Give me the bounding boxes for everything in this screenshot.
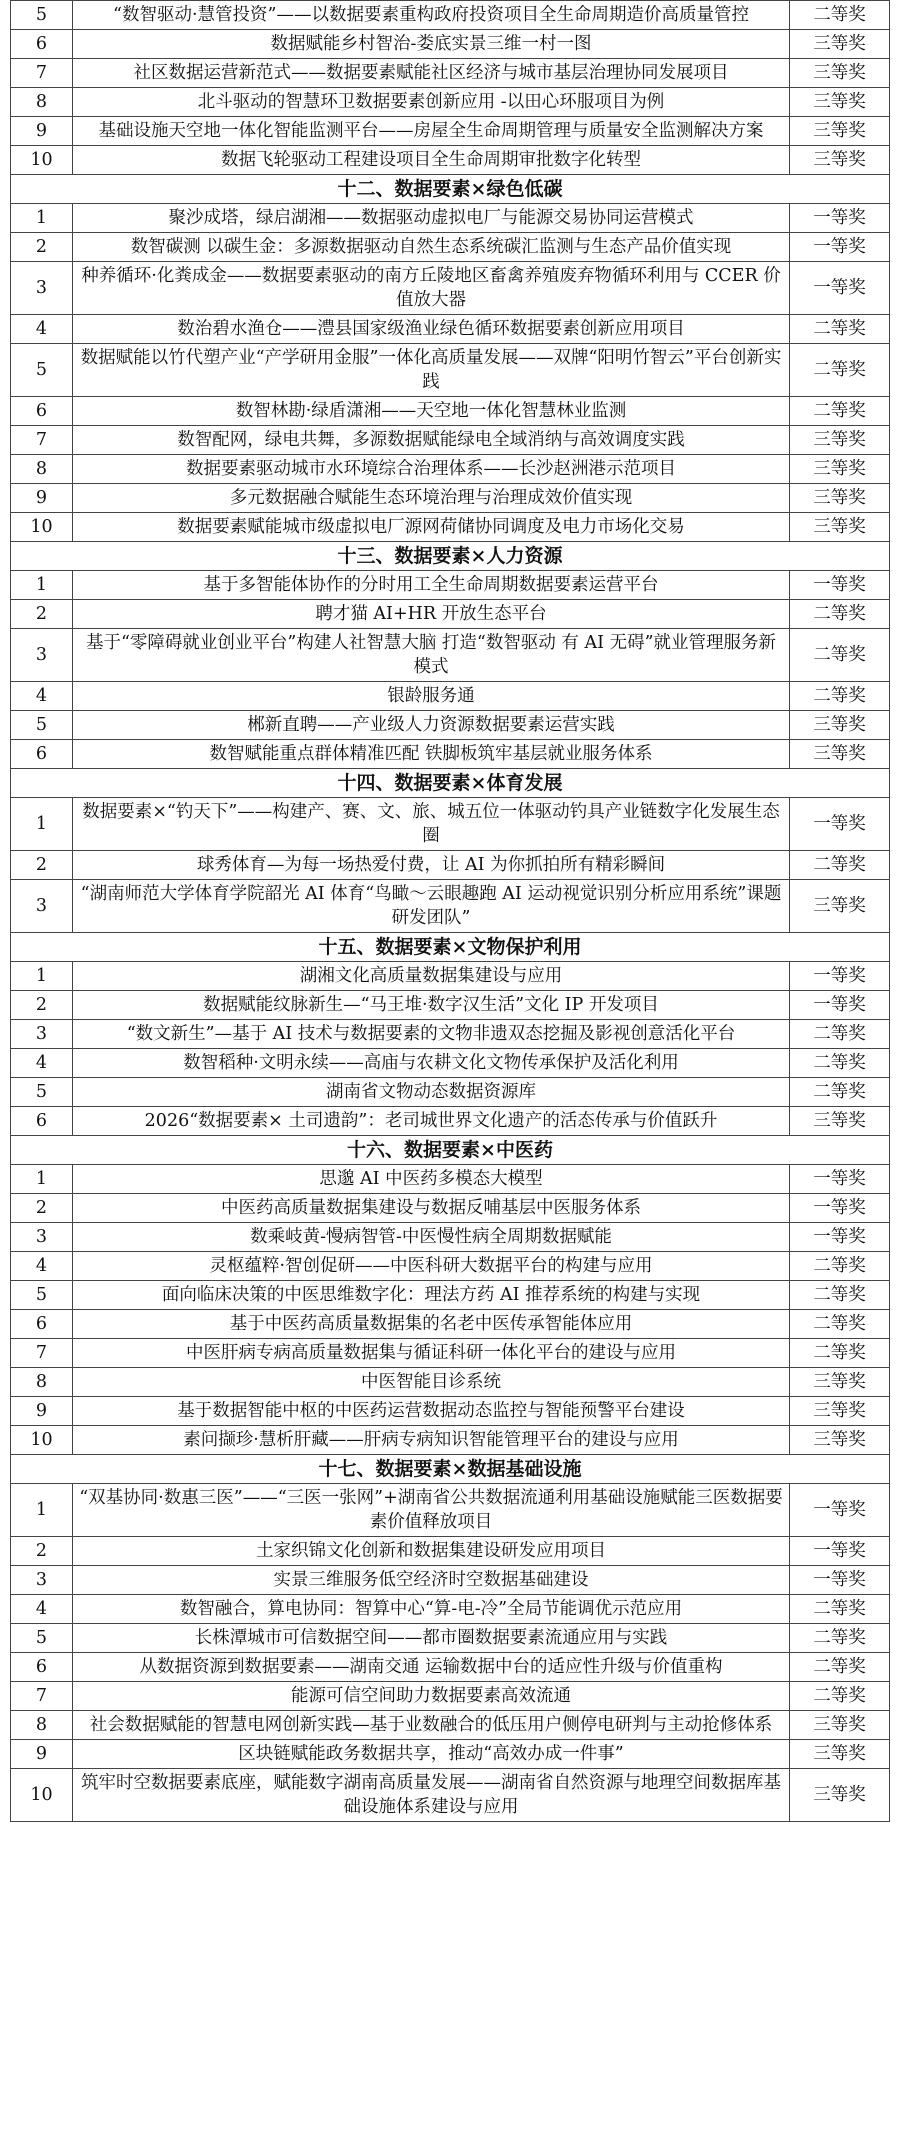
row-number: 6 — [11, 740, 73, 769]
table-row — [11, 1049, 890, 1078]
table-row — [11, 397, 890, 426]
award-level: 二等奖 — [790, 315, 890, 344]
award-level: 二等奖 — [790, 397, 890, 426]
award-level: 三等奖 — [790, 30, 890, 59]
project-title: 数据要素驱动城市水环境综合治理体系——长沙赵洲港示范项目 — [73, 455, 790, 484]
award-level: 三等奖 — [790, 880, 890, 933]
award-level: 二等奖 — [790, 1682, 890, 1711]
awards-table — [10, 0, 890, 1822]
section-header-row — [11, 1136, 890, 1165]
row-number: 5 — [11, 1, 73, 30]
project-title: 湖湘文化高质量数据集建设与应用 — [73, 962, 790, 991]
award-level: 一等奖 — [790, 1194, 890, 1223]
row-number: 6 — [11, 1107, 73, 1136]
table-row — [11, 851, 890, 880]
project-title: 数智融合，算电协同：智算中心“算-电-冷”全局节能调优示范应用 — [73, 1595, 790, 1624]
project-title: 基于“零障碍就业创业平台”构建人社智慧大脑 打造“数智驱动 有 AI 无碍”就业管理服务新模式 — [73, 629, 790, 682]
award-level: 三等奖 — [790, 1426, 890, 1455]
project-title: 数据飞轮驱动工程建设项目全生命周期审批数字化转型 — [73, 146, 790, 175]
award-level: 三等奖 — [790, 484, 890, 513]
award-level: 二等奖 — [790, 1339, 890, 1368]
project-title: 中医智能目诊系统 — [73, 1368, 790, 1397]
award-level: 三等奖 — [790, 740, 890, 769]
row-number: 2 — [11, 233, 73, 262]
table-row — [11, 484, 890, 513]
award-level: 一等奖 — [790, 991, 890, 1020]
row-number: 3 — [11, 262, 73, 315]
award-level: 二等奖 — [790, 1310, 890, 1339]
table-row — [11, 88, 890, 117]
award-level: 二等奖 — [790, 1252, 890, 1281]
award-level: 一等奖 — [790, 798, 890, 851]
table-row — [11, 1252, 890, 1281]
project-title: 数据要素赋能城市级虚拟电厂源网荷储协同调度及电力市场化交易 — [73, 513, 790, 542]
project-title: 数智稻种·文明永续——高庙与农耕文化文物传承保护及活化利用 — [73, 1049, 790, 1078]
award-level: 二等奖 — [790, 600, 890, 629]
row-number: 6 — [11, 30, 73, 59]
row-number: 8 — [11, 1368, 73, 1397]
award-level: 二等奖 — [790, 1595, 890, 1624]
project-title: 银龄服务通 — [73, 682, 790, 711]
table-row — [11, 1165, 890, 1194]
section-title: 十二、数据要素×绿色低碳 — [11, 175, 890, 204]
project-title: 数智配网，绿电共舞，多源数据赋能绿电全域消纳与高效调度实践 — [73, 426, 790, 455]
table-row — [11, 740, 890, 769]
award-level: 三等奖 — [790, 1769, 890, 1822]
award-level: 二等奖 — [790, 851, 890, 880]
row-number: 5 — [11, 1281, 73, 1310]
section-header-row — [11, 769, 890, 798]
project-title: 素问撷珍·慧析肝藏——肝病专病知识智能管理平台的建设与应用 — [73, 1426, 790, 1455]
table-row — [11, 344, 890, 397]
row-number: 6 — [11, 397, 73, 426]
award-level: 二等奖 — [790, 344, 890, 397]
project-title: 多元数据融合赋能生态环境治理与治理成效价值实现 — [73, 484, 790, 513]
project-title: 数智林勘·绿盾潇湘——天空地一体化智慧林业监测 — [73, 397, 790, 426]
project-title: 聚沙成塔，绿启湖湘——数据驱动虚拟电厂与能源交易协同运营模式 — [73, 204, 790, 233]
row-number: 3 — [11, 1223, 73, 1252]
section-header-row — [11, 1455, 890, 1484]
table-row — [11, 315, 890, 344]
project-title: 湖南省文物动态数据资源库 — [73, 1078, 790, 1107]
table-row — [11, 962, 890, 991]
table-row — [11, 1769, 890, 1822]
award-level: 三等奖 — [790, 1107, 890, 1136]
table-row — [11, 1484, 890, 1537]
award-level: 一等奖 — [790, 1566, 890, 1595]
row-number: 8 — [11, 1711, 73, 1740]
project-title: 基于多智能体协作的分时用工全生命周期数据要素运营平台 — [73, 571, 790, 600]
table-row — [11, 1595, 890, 1624]
row-number: 1 — [11, 204, 73, 233]
award-level: 一等奖 — [790, 1537, 890, 1566]
award-level: 一等奖 — [790, 1165, 890, 1194]
award-level: 二等奖 — [790, 629, 890, 682]
table-row — [11, 1537, 890, 1566]
table-row — [11, 1281, 890, 1310]
row-number: 4 — [11, 1595, 73, 1624]
table-row — [11, 59, 890, 88]
award-level: 一等奖 — [790, 233, 890, 262]
table-row — [11, 571, 890, 600]
table-row — [11, 233, 890, 262]
section-title: 十五、数据要素×文物保护利用 — [11, 933, 890, 962]
section-title: 十七、数据要素×数据基础设施 — [11, 1455, 890, 1484]
project-title: 中医药高质量数据集建设与数据反哺基层中医服务体系 — [73, 1194, 790, 1223]
table-row — [11, 798, 890, 851]
row-number: 10 — [11, 513, 73, 542]
row-number: 2 — [11, 1537, 73, 1566]
row-number: 6 — [11, 1653, 73, 1682]
award-level: 一等奖 — [790, 571, 890, 600]
project-title: 球秀体育—为每一场热爱付费，让 AI 为你抓拍所有精彩瞬间 — [73, 851, 790, 880]
row-number: 7 — [11, 1682, 73, 1711]
award-level: 二等奖 — [790, 1020, 890, 1049]
award-level: 三等奖 — [790, 1711, 890, 1740]
table-row — [11, 682, 890, 711]
project-title: 2026“数据要素× 土司遗韵”：老司城世界文化遗产的活态传承与价值跃升 — [73, 1107, 790, 1136]
project-title: 数智碳测 以碳生金：多源数据驱动自然生态系统碳汇监测与生态产品价值实现 — [73, 233, 790, 262]
table-row — [11, 1566, 890, 1595]
section-header-row — [11, 175, 890, 204]
award-level: 一等奖 — [790, 204, 890, 233]
project-title: 从数据资源到数据要素——湖南交通 运输数据中台的适应性升级与价值重构 — [73, 1653, 790, 1682]
table-row — [11, 513, 890, 542]
row-number: 4 — [11, 682, 73, 711]
award-level: 二等奖 — [790, 1653, 890, 1682]
row-number: 5 — [11, 1624, 73, 1653]
row-number: 3 — [11, 1020, 73, 1049]
row-number: 5 — [11, 344, 73, 397]
project-title: 区块链赋能政务数据共享，推动“高效办成一件事” — [73, 1740, 790, 1769]
table-row — [11, 455, 890, 484]
row-number: 7 — [11, 1339, 73, 1368]
award-level: 一等奖 — [790, 262, 890, 315]
award-level: 三等奖 — [790, 513, 890, 542]
project-title: 灵枢蕴粹·智创促研——中医科研大数据平台的构建与应用 — [73, 1252, 790, 1281]
project-title: 北斗驱动的智慧环卫数据要素创新应用 -以田心环服项目为例 — [73, 88, 790, 117]
row-number: 4 — [11, 1049, 73, 1078]
project-title: 中医肝病专病高质量数据集与循证科研一体化平台的建设与应用 — [73, 1339, 790, 1368]
table-row — [11, 204, 890, 233]
table-row — [11, 1078, 890, 1107]
row-number: 7 — [11, 426, 73, 455]
project-title: 筑牢时空数据要素底座，赋能数字湖南高质量发展——湖南省自然资源与地理空间数据库基础设施体系建设与应用 — [73, 1769, 790, 1822]
award-level: 二等奖 — [790, 1078, 890, 1107]
award-level: 三等奖 — [790, 711, 890, 740]
row-number: 9 — [11, 1740, 73, 1769]
section-header-row — [11, 933, 890, 962]
table-row — [11, 1310, 890, 1339]
table-row — [11, 1339, 890, 1368]
table-row — [11, 991, 890, 1020]
project-title: 基础设施天空地一体化智能监测平台——房屋全生命周期管理与质量安全监测解决方案 — [73, 117, 790, 146]
award-level: 三等奖 — [790, 1740, 890, 1769]
project-title: 社会数据赋能的智慧电网创新实践—基于业数融合的低压用户侧停电研判与主动抢修体系 — [73, 1711, 790, 1740]
project-title: 长株潭城市可信数据空间——都市圈数据要素流通应用与实践 — [73, 1624, 790, 1653]
project-title: “数智驱动·慧管投资”——以数据要素重构政府投资项目全生命周期造价高质量管控 — [73, 1, 790, 30]
row-number: 1 — [11, 1165, 73, 1194]
row-number: 5 — [11, 1078, 73, 1107]
section-title: 十六、数据要素×中医药 — [11, 1136, 890, 1165]
table-row — [11, 880, 890, 933]
project-title: 实景三维服务低空经济时空数据基础建设 — [73, 1566, 790, 1595]
award-level: 三等奖 — [790, 1368, 890, 1397]
award-level: 三等奖 — [790, 455, 890, 484]
table-row — [11, 117, 890, 146]
awards-table-body — [11, 1, 890, 1822]
section-header-row — [11, 542, 890, 571]
table-row — [11, 1711, 890, 1740]
row-number: 10 — [11, 1426, 73, 1455]
project-title: 面向临床决策的中医思维数字化：理法方药 AI 推荐系统的构建与实现 — [73, 1281, 790, 1310]
award-level: 二等奖 — [790, 1, 890, 30]
table-row — [11, 629, 890, 682]
table-row — [11, 1107, 890, 1136]
row-number: 1 — [11, 1484, 73, 1537]
row-number: 2 — [11, 851, 73, 880]
row-number: 1 — [11, 571, 73, 600]
table-row — [11, 1653, 890, 1682]
award-level: 二等奖 — [790, 1624, 890, 1653]
table-row — [11, 1426, 890, 1455]
section-title: 十四、数据要素×体育发展 — [11, 769, 890, 798]
project-title: “湖南师范大学体育学院韶光 AI 体育“鸟瞰～云眼趣跑 AI 运动视觉识别分析应用系统”课题研发团队” — [73, 880, 790, 933]
table-row — [11, 1624, 890, 1653]
project-title: 基于中医药高质量数据集的名老中医传承智能体应用 — [73, 1310, 790, 1339]
project-title: 数乘岐黄-慢病智管-中医慢性病全周期数据赋能 — [73, 1223, 790, 1252]
award-level: 三等奖 — [790, 117, 890, 146]
award-level: 三等奖 — [790, 88, 890, 117]
table-row — [11, 146, 890, 175]
row-number: 4 — [11, 1252, 73, 1281]
award-level: 三等奖 — [790, 426, 890, 455]
row-number: 3 — [11, 880, 73, 933]
project-title: 能源可信空间助力数据要素高效流通 — [73, 1682, 790, 1711]
row-number: 5 — [11, 711, 73, 740]
project-title: 数据赋能乡村智治-娄底实景三维一村一图 — [73, 30, 790, 59]
table-row — [11, 1368, 890, 1397]
award-level: 一等奖 — [790, 1484, 890, 1537]
row-number: 3 — [11, 1566, 73, 1595]
row-number: 8 — [11, 455, 73, 484]
row-number: 2 — [11, 600, 73, 629]
row-number: 9 — [11, 1397, 73, 1426]
row-number: 1 — [11, 962, 73, 991]
award-level: 二等奖 — [790, 1281, 890, 1310]
table-row — [11, 1020, 890, 1049]
project-title: “双基协同·数惠三医”——“三医一张网”+湖南省公共数据流通利用基础设施赋能三医数据要素价值释放项目 — [73, 1484, 790, 1537]
row-number: 6 — [11, 1310, 73, 1339]
row-number: 2 — [11, 991, 73, 1020]
award-level: 一等奖 — [790, 1223, 890, 1252]
award-level: 三等奖 — [790, 1397, 890, 1426]
award-level: 二等奖 — [790, 682, 890, 711]
project-title: 数治碧水渔仓——澧县国家级渔业绿色循环数据要素创新应用项目 — [73, 315, 790, 344]
row-number: 10 — [11, 146, 73, 175]
award-level: 二等奖 — [790, 1049, 890, 1078]
project-title: 数据赋能纹脉新生—“马王堆·数字汉生活”文化 IP 开发项目 — [73, 991, 790, 1020]
project-title: 社区数据运营新范式——数据要素赋能社区经济与城市基层治理协同发展项目 — [73, 59, 790, 88]
project-title: 思邈 AI 中医药多模态大模型 — [73, 1165, 790, 1194]
table-row — [11, 1194, 890, 1223]
row-number: 10 — [11, 1769, 73, 1822]
table-row — [11, 1, 890, 30]
table-row — [11, 1397, 890, 1426]
table-row — [11, 1223, 890, 1252]
row-number: 2 — [11, 1194, 73, 1223]
award-level: 一等奖 — [790, 962, 890, 991]
table-row — [11, 1740, 890, 1769]
project-title: 数据赋能以竹代塑产业“产学研用金服”一体化高质量发展——双牌“阳明竹智云”平台创新实践 — [73, 344, 790, 397]
table-row — [11, 262, 890, 315]
table-row — [11, 1682, 890, 1711]
project-title: 聘才猫 AI+HR 开放生态平台 — [73, 600, 790, 629]
row-number: 1 — [11, 798, 73, 851]
row-number: 8 — [11, 88, 73, 117]
project-title: 数据要素×“钓天下”——构建产、赛、文、旅、城五位一体驱动钓具产业链数字化发展生态圈 — [73, 798, 790, 851]
row-number: 9 — [11, 484, 73, 513]
row-number: 9 — [11, 117, 73, 146]
table-row — [11, 30, 890, 59]
row-number: 3 — [11, 629, 73, 682]
table-row — [11, 600, 890, 629]
award-level: 三等奖 — [790, 146, 890, 175]
table-row — [11, 426, 890, 455]
award-level: 三等奖 — [790, 59, 890, 88]
project-title: 基于数据智能中枢的中医药运营数据动态监控与智能预警平台建设 — [73, 1397, 790, 1426]
project-title: 种养循环·化粪成金——数据要素驱动的南方丘陵地区畜禽养殖废弃物循环利用与 CCER 价值放大器 — [73, 262, 790, 315]
project-title: “数文新生”—基于 AI 技术与数据要素的文物非遗双态挖掘及影视创意活化平台 — [73, 1020, 790, 1049]
row-number: 4 — [11, 315, 73, 344]
row-number: 7 — [11, 59, 73, 88]
project-title: 郴新直聘——产业级人力资源数据要素运营实践 — [73, 711, 790, 740]
project-title: 数智赋能重点群体精准匹配 铁脚板筑牢基层就业服务体系 — [73, 740, 790, 769]
project-title: 土家织锦文化创新和数据集建设研发应用项目 — [73, 1537, 790, 1566]
table-row — [11, 711, 890, 740]
section-title: 十三、数据要素×人力资源 — [11, 542, 890, 571]
